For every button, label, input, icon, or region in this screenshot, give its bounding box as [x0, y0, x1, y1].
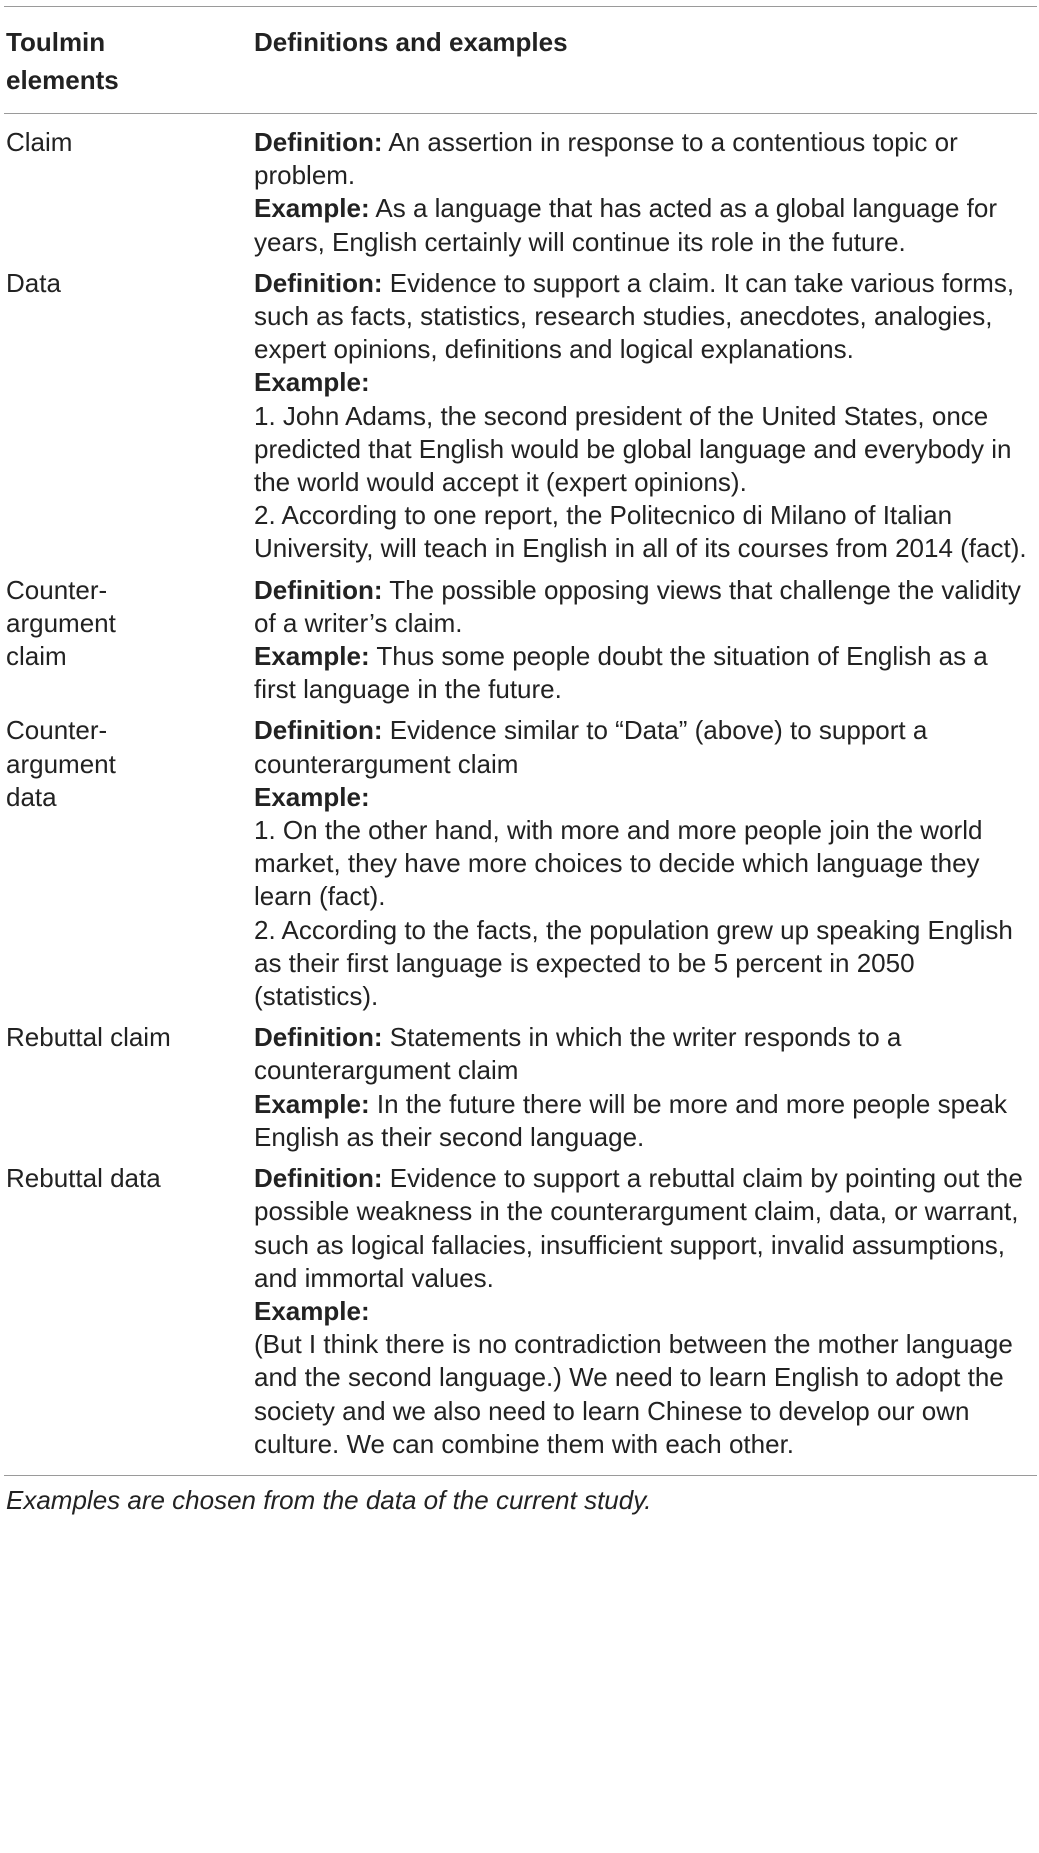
definition-text: Evidence similar to “Data” (above) to support a counterargument claim: [254, 715, 928, 779]
example-item: (But I think there is no contradiction between the mother language and the second language.) We need to learn English to adopt the society and we also need to learn Chinese to develop our own culture. We can combine them with each other.: [254, 1329, 1013, 1459]
table-header-row: [4, 7, 1037, 99]
definition-paragraph: [254, 267, 1035, 367]
example-paragraph: [254, 1295, 1035, 1328]
table-row: [4, 126, 1037, 267]
example-label: Example:: [254, 641, 370, 672]
definition-cell: [254, 1021, 1037, 1154]
header-element-label: Toulmin elements: [6, 27, 119, 95]
definition-label: Definition:: [254, 1163, 383, 1194]
definition-cell: [254, 267, 1037, 566]
definition-label: Definition:: [254, 1022, 383, 1053]
example-item: 1. John Adams, the second president of the United States, once predicted that English would be global language and everybody in the world would accept it (expert opinions).: [254, 400, 1012, 498]
header-cell-definition: [254, 23, 1037, 61]
table-bottom-rule: [4, 1475, 1037, 1476]
definition-cell: [254, 714, 1037, 1013]
table-row: [4, 574, 1037, 715]
definition-text: Evidence to support a claim. It can take various forms, such as facts, statistics, research studies, anecdotes, analogies, expert opinions, definitions and logical explanations.: [254, 267, 1015, 365]
definition-text: Evidence to support a rebuttal claim by pointing out the possible weakness in the counterargument claim, data, or warrant, such as logical fallacies, insufficient support, invalid assumptions, and immortal values.: [254, 1163, 1023, 1293]
example-label: Example:: [254, 1088, 370, 1119]
example-label: Example:: [254, 193, 370, 224]
element-cell: [4, 126, 254, 159]
example-paragraph: [254, 1088, 1035, 1154]
element-name: Data: [6, 267, 61, 298]
example-paragraph: [254, 781, 1035, 814]
header-cell-element: [4, 23, 254, 99]
definition-paragraph: [254, 1021, 1035, 1087]
example-text: In the future there will be more and more people speak English as their second language.: [254, 1088, 1007, 1152]
table-footnote: Examples are chosen from the data of the current study.: [6, 1484, 652, 1515]
example-text: As a language that has acted as a global language for years, English certainly will continue its role in the future.: [254, 193, 997, 257]
element-cell: [4, 714, 254, 814]
definition-paragraph: [254, 574, 1035, 640]
example-paragraph: [254, 192, 1035, 258]
example-label: Example:: [254, 1295, 370, 1326]
example-label: Example:: [254, 367, 370, 398]
example-paragraph: [254, 366, 1035, 399]
table-row: [4, 1021, 1037, 1162]
example-item: 2. According to the facts, the population grew up speaking English as their first language is expected to be 5 percent in 2050 (statistics).: [254, 914, 1013, 1012]
element-name: Rebuttal data: [6, 1163, 161, 1194]
definition-cell: [254, 126, 1037, 259]
example-label: Example:: [254, 781, 370, 812]
element-name: Rebuttal claim: [6, 1022, 171, 1053]
example-text: Thus some people doubt the situation of English as a first language in the future.: [254, 641, 988, 705]
example-item: 1. On the other hand, with more and more people join the world market, they have more choices to decide which language they learn (fact).: [254, 815, 983, 912]
example-paragraph: [254, 640, 1035, 706]
definition-cell: [254, 574, 1037, 707]
definition-label: Definition:: [254, 267, 383, 298]
toulmin-table: [4, 0, 1037, 1518]
example-item: 2. According to one report, the Politecnico di Milano of Italian University, will teach in English in all of its courses from 2014 (fact).: [254, 500, 1027, 564]
table-row: [4, 714, 1037, 1021]
table-body: [4, 114, 1037, 1469]
definition-text: The possible opposing views that challenge the validity of a writer’s claim.: [254, 574, 1021, 638]
definition-text: Statements in which the writer responds to a counterargument claim: [254, 1022, 902, 1086]
definition-paragraph: [254, 1162, 1035, 1295]
definition-paragraph: [254, 126, 1035, 192]
element-cell: [4, 267, 254, 300]
element-cell: [4, 1162, 254, 1195]
definition-paragraph: [254, 714, 1035, 780]
element-cell: [4, 1021, 254, 1054]
header-definition-label: Definitions and examples: [254, 27, 568, 57]
definition-label: Definition:: [254, 127, 383, 157]
definition-label: Definition:: [254, 715, 383, 746]
element-name: Counter-argument data: [6, 715, 116, 812]
element-name: Claim: [6, 127, 73, 157]
table-row: [4, 1162, 1037, 1469]
definition-cell: [254, 1162, 1037, 1461]
element-name: Counter-argument claim: [6, 574, 116, 672]
element-cell: [4, 574, 254, 674]
definition-label: Definition:: [254, 574, 383, 605]
table-row: [4, 267, 1037, 574]
definition-text: An assertion in response to a contentious topic or problem.: [254, 127, 958, 191]
